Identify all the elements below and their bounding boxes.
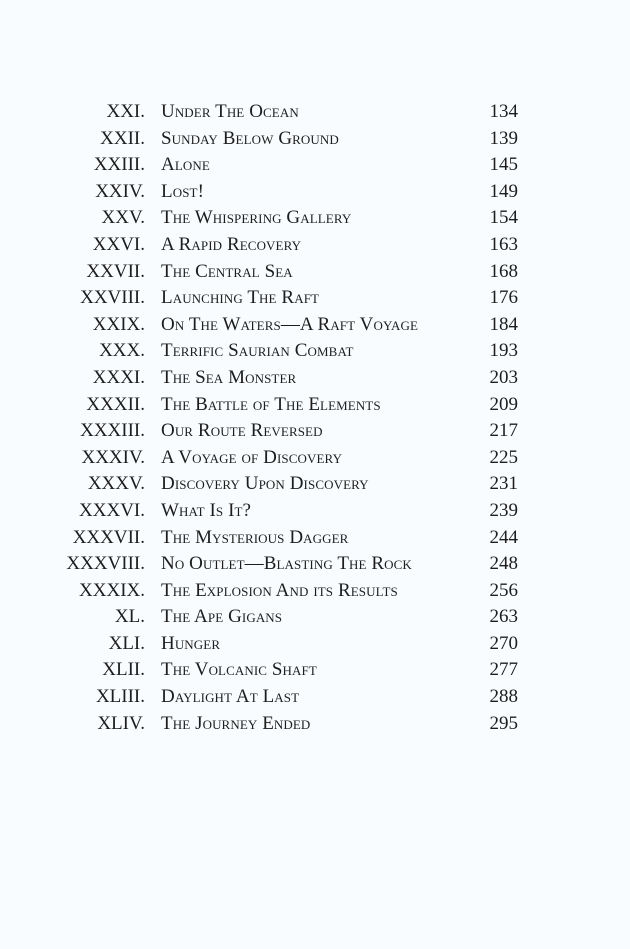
chapter-title: The Explosion And its Results (161, 579, 398, 601)
toc-entry (0, 578, 630, 605)
page-number: 154 (489, 207, 518, 229)
toc-entry (0, 285, 630, 312)
chapter-title: Terrific Saurian Combat (161, 340, 354, 362)
chapter-title: A Voyage of Discovery (161, 446, 343, 468)
page-number: 203 (489, 366, 518, 388)
page-number: 176 (489, 287, 518, 309)
page-number: 225 (489, 446, 518, 468)
toc-entry (0, 471, 630, 498)
toc-entry (0, 684, 630, 711)
page-number: 277 (489, 659, 518, 681)
page-number: 149 (489, 180, 518, 202)
chapter-numeral: XXX. (99, 340, 145, 362)
chapter-title: Our Route Reversed (161, 420, 323, 442)
toc-entry (0, 711, 630, 738)
chapter-numeral: XXVIII. (80, 287, 145, 309)
chapter-numeral: XXXV. (87, 473, 145, 495)
toc-entry (0, 392, 630, 419)
page-number: 139 (489, 127, 518, 149)
page-number: 295 (489, 712, 518, 734)
chapter-title: The Journey Ended (161, 712, 311, 734)
chapter-title: The Volcanic Shaft (161, 659, 317, 681)
page-number: 184 (489, 313, 518, 335)
toc-entry (0, 126, 630, 153)
page-number: 263 (489, 606, 518, 628)
toc-entry (0, 551, 630, 578)
page-number: 256 (489, 579, 518, 601)
chapter-numeral: XXI. (106, 101, 145, 122)
toc-entry (0, 418, 630, 445)
chapter-numeral: XXXI. (92, 366, 145, 388)
chapter-title: Launching The Raft (161, 287, 320, 309)
chapter-numeral: XXIX. (92, 313, 145, 335)
chapter-title: Hunger (161, 632, 221, 654)
chapter-title: Lost! (161, 180, 204, 202)
chapter-title: The Battle of The Elements (161, 393, 381, 415)
chapter-title: The Ape Gigans (161, 606, 283, 628)
chapter-numeral: XXVI. (92, 233, 145, 255)
toc-entry (0, 338, 630, 365)
toc-entry (0, 99, 630, 126)
page-number: 163 (489, 233, 518, 255)
chapter-title: The Whispering Gallery (161, 207, 352, 229)
chapter-numeral: XXXVI. (79, 499, 145, 521)
chapter-title: Under The Ocean (161, 101, 299, 122)
page-number: 244 (489, 526, 518, 548)
page-number: 217 (489, 420, 518, 442)
page-number: 168 (489, 260, 518, 282)
chapter-numeral: XL. (114, 606, 145, 628)
chapter-numeral: XXXIX. (79, 579, 145, 601)
chapter-numeral: XXXIV. (81, 446, 145, 468)
chapter-numeral: XXIV. (95, 180, 145, 202)
chapter-title: Daylight At Last (161, 686, 300, 708)
toc-entry (0, 259, 630, 286)
chapter-numeral: XXIII. (93, 154, 145, 176)
chapter-title: Sunday Below Ground (161, 127, 339, 149)
toc-entry (0, 232, 630, 259)
page-number: 270 (489, 632, 518, 654)
table-of-contents (0, 99, 630, 737)
toc-entry (0, 498, 630, 525)
toc-entry (0, 152, 630, 179)
page-number: 239 (489, 499, 518, 521)
toc-entry (0, 179, 630, 206)
toc-entry (0, 205, 630, 232)
chapter-numeral: XXV. (101, 207, 145, 229)
toc-entry (0, 604, 630, 631)
chapter-numeral: XLIII. (95, 686, 145, 708)
toc-entry (0, 631, 630, 658)
page-number: 209 (489, 393, 518, 415)
chapter-title: On The Waters—A Raft Voyage (161, 313, 419, 335)
toc-entry (0, 312, 630, 339)
chapter-title: What Is It? (161, 499, 252, 521)
chapter-title: The Sea Monster (161, 366, 297, 388)
chapter-numeral: XXVII. (86, 260, 145, 282)
chapter-numeral: XLIV. (97, 712, 145, 734)
chapter-title: The Central Sea (161, 260, 293, 282)
toc-entry (0, 657, 630, 684)
chapter-numeral: XXII. (100, 127, 145, 149)
toc-entry (0, 365, 630, 392)
toc-entry (0, 525, 630, 552)
chapter-numeral: XXXVIII. (66, 553, 145, 575)
chapter-title: Discovery Upon Discovery (161, 473, 369, 495)
chapter-title: The Mysterious Dagger (161, 526, 349, 548)
page-number: 145 (489, 154, 518, 176)
chapter-title: Alone (161, 154, 210, 176)
chapter-numeral: XLII. (102, 659, 145, 681)
page-number: 134 (489, 101, 518, 122)
chapter-numeral: XXXII. (86, 393, 145, 415)
page-number: 248 (489, 553, 518, 575)
chapter-title: No Outlet—Blasting The Rock (161, 553, 412, 575)
page-number: 288 (489, 686, 518, 708)
chapter-numeral: XXXVII. (72, 526, 145, 548)
chapter-numeral: XXXIII. (80, 420, 145, 442)
toc-entry (0, 445, 630, 472)
page-number: 193 (489, 340, 518, 362)
chapter-title: A Rapid Recovery (161, 233, 302, 255)
page-number: 231 (489, 473, 518, 495)
chapter-numeral: XLI. (108, 632, 145, 654)
